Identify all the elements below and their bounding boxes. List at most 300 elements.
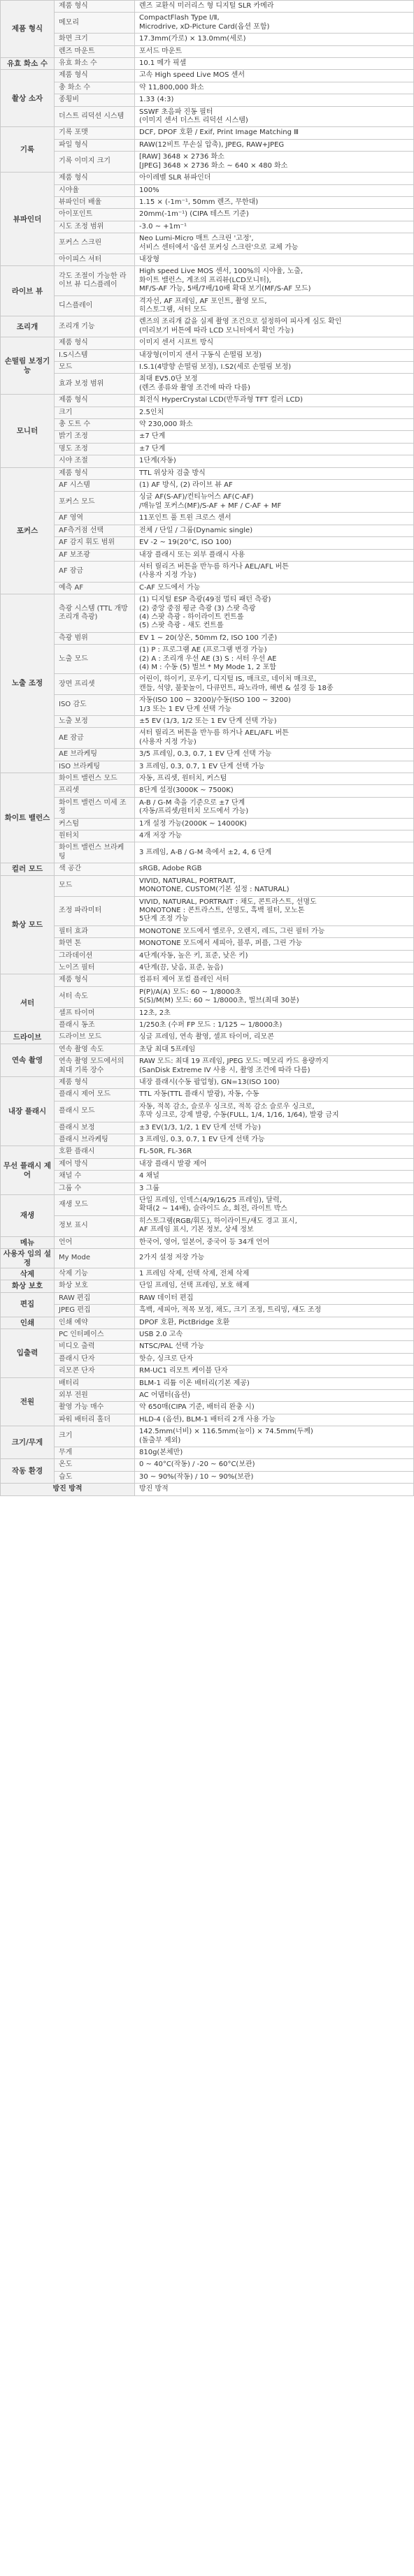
spec-value: 내장 플래시 발광 제어	[135, 1158, 414, 1170]
spec-label: AF 보조광	[55, 549, 135, 561]
spec-category: 포커스	[1, 467, 55, 594]
spec-label: 외부 전원	[55, 1389, 135, 1401]
spec-value: CompactFlash Type Ⅰ/Ⅱ, Microdrive, xD-Picture Card(옵션 포함)	[135, 13, 414, 34]
spec-row	[1, 561, 414, 582]
spec-row	[1, 233, 414, 254]
spec-label: 노이즈 필터	[55, 962, 135, 974]
spec-category: 뷰파인더	[1, 173, 55, 266]
spec-label: 커스텀	[55, 818, 135, 830]
footer-row	[1, 1484, 414, 1495]
spec-label: 측광 시스템 (TTL 개방 조리개 측광)	[55, 594, 135, 633]
spec-label: 노출 보정	[55, 716, 135, 728]
spec-label: 시도 조정 범위	[55, 221, 135, 233]
spec-value: P(P)/A(A) 모드: 60 ~ 1/8000초 S(S)/M(M) 모드: 60 ~ 1/8000초, 벌브(최대 30분)	[135, 986, 414, 1007]
spec-category: 유효 화소 수	[1, 58, 55, 70]
spec-label: 노출 모드	[55, 645, 135, 674]
spec-category: 입출력	[1, 1329, 55, 1377]
spec-value: 렌즈의 조리개 값을 실제 촬영 조건으로 설정하여 피사계 심도 확인 (미리보기 버튼에 따라 LCD 모니터에서 확인 가능)	[135, 316, 414, 337]
spec-label: 언어	[55, 1236, 135, 1248]
spec-row	[1, 1459, 414, 1471]
spec-value: EV -2 ~ 19(20°C, ISO 100)	[135, 537, 414, 549]
spec-label: 제품 형식	[55, 1, 135, 13]
spec-row	[1, 925, 414, 937]
spec-label: 총 화소 수	[55, 82, 135, 94]
spec-value: 포서드 마운트	[135, 45, 414, 57]
spec-label: AE 잠금	[55, 728, 135, 749]
spec-row	[1, 1249, 414, 1268]
spec-label: 셔터 속도	[55, 986, 135, 1007]
spec-row	[1, 337, 414, 349]
spec-row	[1, 1032, 414, 1044]
spec-label: 화면 톤	[55, 938, 135, 950]
spec-row	[1, 773, 414, 785]
spec-label: 정보 표시	[55, 1215, 135, 1236]
spec-category: 드라이브	[1, 1032, 55, 1044]
spec-label: 포커스 모드	[55, 492, 135, 513]
spec-row	[1, 1183, 414, 1194]
spec-row	[1, 974, 414, 986]
spec-row	[1, 986, 414, 1007]
spec-label: RAW 편집	[55, 1292, 135, 1304]
spec-row	[1, 785, 414, 797]
spec-label: AE 브라케팅	[55, 749, 135, 761]
spec-label: 플래시 제어 모드	[55, 1089, 135, 1101]
spec-value: 2.5인치	[135, 407, 414, 418]
spec-label: 시야율	[55, 184, 135, 196]
spec-row	[1, 632, 414, 644]
spec-label: 장면 프리셋	[55, 674, 135, 695]
spec-label: PC 인터페이스	[55, 1329, 135, 1340]
spec-category: 사용자 임의 설정	[1, 1249, 55, 1268]
spec-row	[1, 173, 414, 184]
spec-row	[1, 419, 414, 431]
spec-row	[1, 1317, 414, 1329]
spec-row	[1, 1292, 414, 1304]
spec-value: 히스토그램(RGB/휘도), 하이라이트/섀도 경고 표시, AF 프레임 표시, 기본 정보, 상세 정보	[135, 1215, 414, 1236]
spec-row	[1, 45, 414, 57]
spec-label: 제품 형식	[55, 173, 135, 184]
spec-label: 연속 촬영 속도	[55, 1044, 135, 1055]
spec-label: 더스트 리덕션 시스템	[55, 106, 135, 127]
spec-category: 작동 환경	[1, 1459, 55, 1484]
spec-value: USB 2.0 고속	[135, 1329, 414, 1340]
spec-label: JPEG 편집	[55, 1305, 135, 1317]
spec-row	[1, 1195, 414, 1216]
spec-row	[1, 209, 414, 221]
spec-category: 전원	[1, 1377, 55, 1426]
spec-row	[1, 1056, 414, 1077]
spec-value: 단일 프레임, 선택 프레임, 보호 해제	[135, 1280, 414, 1292]
spec-row	[1, 1089, 414, 1101]
spec-label: 예측 AF	[55, 582, 135, 594]
spec-row	[1, 94, 414, 106]
spec-value: (1) P : 프로그램 AE (프로그램 변경 가능) (2) A : 조리개 우선 AE (3) S : 셔터 우선 AE (4) M : 수동 (5) 벌브 * My Mode 1, 2 포함	[135, 645, 414, 674]
spec-label: 모드	[55, 875, 135, 896]
spec-label: 화이트 밸런스 브라케팅	[55, 842, 135, 863]
spec-category: 연속 촬영	[1, 1044, 55, 1076]
spec-category: 컬러 모드	[1, 863, 55, 875]
spec-value: (1) 디지털 ESP 측광(49점 멀티 패턴 측광) (2) 중앙 중점 평균 측광 (3) 스팟 측광 (4) 스팟 측광 - 하이라이트 컨트롤 (5) 스팟 측광 - 섀도 컨트롤	[135, 594, 414, 633]
spec-value: 1단계(자동)	[135, 455, 414, 467]
spec-value: 자동, 프리셋, 원터치, 커스텀	[135, 773, 414, 785]
spec-row	[1, 1077, 414, 1089]
spec-label: 셀프 타이머	[55, 1007, 135, 1019]
spec-value: (1) AF 방식, (2) 라이브 뷰 AF	[135, 480, 414, 492]
spec-label: 시야 조절	[55, 455, 135, 467]
spec-label: 리모콘 단자	[55, 1366, 135, 1377]
spec-label: 인쇄 예약	[55, 1317, 135, 1329]
spec-row	[1, 863, 414, 875]
spec-label: 드라이브 모드	[55, 1032, 135, 1044]
spec-value: [RAW] 3648 × 2736 화소 [JPEG] 3648 × 2736 화소 ~ 640 × 480 화소	[135, 152, 414, 173]
spec-value: 싱글 AF(S-AF)/컨티뉴어스 AF(C-AF) /매뉴얼 포커스(MF)/S-AF + MF / C-AF + MF	[135, 492, 414, 513]
spec-label: 기록 포맷	[55, 127, 135, 139]
spec-row	[1, 139, 414, 151]
spec-row	[1, 407, 414, 418]
spec-value: DPOF 호환, PictBridge 호환	[135, 1317, 414, 1329]
spec-value: 20mm(-1m⁻¹) (CIPA 테스트 기준)	[135, 209, 414, 221]
spec-label: 화면 크기	[55, 34, 135, 45]
spec-label: 메모리	[55, 13, 135, 34]
spec-row	[1, 480, 414, 492]
spec-value: 초당 최대 5프레임	[135, 1044, 414, 1055]
spec-value: 내장형	[135, 254, 414, 265]
spec-value: sRGB, Adobe RGB	[135, 863, 414, 875]
spec-label: 제품 형식	[55, 395, 135, 407]
spec-category: 무선 플래시 제어	[1, 1146, 55, 1195]
spec-row	[1, 184, 414, 196]
spec-category: 인쇄	[1, 1317, 55, 1329]
spec-row	[1, 1171, 414, 1183]
spec-row	[1, 316, 414, 337]
spec-value: 1.33 (4:3)	[135, 94, 414, 106]
spec-value: 142.5mm(너비) × 116.5mm(높이) × 74.5mm(두께) (돌출부 제외)	[135, 1426, 414, 1447]
spec-row	[1, 1389, 414, 1401]
spec-value: 전체 / 단일 / 그룹(Dynamic single)	[135, 525, 414, 536]
spec-category: 조리개	[1, 316, 55, 337]
spec-value: 1 프레임 삭제, 선택 삭제, 전체 삭제	[135, 1268, 414, 1280]
spec-value: RAW 모드: 최대 19 프레임, JPEG 모드: 메모리 카드 용량까지 (SanDisk Extreme IV 사용 시, 촬영 조건에 따라 다름)	[135, 1056, 414, 1077]
spec-category: 내장 플래시	[1, 1077, 55, 1146]
spec-label: 크기	[55, 1426, 135, 1447]
spec-row	[1, 695, 414, 716]
spec-value: FL-50R, FL-36R	[135, 1146, 414, 1158]
spec-category: 노출 조정	[1, 594, 55, 773]
spec-value: RAW(12비트 무손실 압축), JPEG, RAW+JPEG	[135, 139, 414, 151]
spec-label: 제품 형식	[55, 70, 135, 82]
spec-row	[1, 1377, 414, 1389]
spec-label: 디스플레이	[55, 295, 135, 316]
spec-row	[1, 266, 414, 295]
spec-row	[1, 13, 414, 34]
spec-category: 재생	[1, 1195, 55, 1237]
spec-label: 모드	[55, 362, 135, 374]
spec-value: 0 ~ 40°C(작동) / -20 ~ 60°C(보관)	[135, 1459, 414, 1471]
spec-value: VIVID, NATURAL, PORTRAIT, MONOTONE, CUSTOM(기본 설정 : NATURAL)	[135, 875, 414, 896]
spec-value: 8단계 설정(3000K ~ 7500K)	[135, 785, 414, 797]
spec-row	[1, 525, 414, 536]
spec-row	[1, 1146, 414, 1158]
spec-row	[1, 196, 414, 208]
spec-value: ±3 EV(1/3, 1/2, 1 EV 단계 선택 가능)	[135, 1122, 414, 1134]
spec-row	[1, 1305, 414, 1317]
spec-row	[1, 443, 414, 455]
spec-label: 조리개 기능	[55, 316, 135, 337]
spec-label: 그라데이션	[55, 950, 135, 962]
spec-value: 4단계(자동, 높은 키, 표준, 낮은 키)	[135, 950, 414, 962]
spec-value: 3 그룹	[135, 1183, 414, 1194]
spec-row	[1, 1122, 414, 1134]
spec-label: AF 감지 휘도 범위	[55, 537, 135, 549]
spec-value: TTL 위상차 검출 방식	[135, 467, 414, 479]
spec-label: 화이트 밸런스 미세 조정	[55, 797, 135, 818]
spec-value: RM-UC1 리모트 케이블 단자	[135, 1366, 414, 1377]
spec-category: 편집	[1, 1292, 55, 1317]
spec-row	[1, 1236, 414, 1248]
spec-value: AC 어댑터(옵션)	[135, 1389, 414, 1401]
spec-row	[1, 1353, 414, 1365]
spec-category: 제품 형식	[1, 1, 55, 58]
spec-value: RAW 데이터 편집	[135, 1292, 414, 1304]
spec-value: 1/250초 (수퍼 FP 모드 : 1/125 ~ 1/8000초)	[135, 1019, 414, 1031]
spec-label: 무게	[55, 1447, 135, 1459]
spec-label: 색 공간	[55, 863, 135, 875]
spec-row	[1, 582, 414, 594]
spec-row	[1, 127, 414, 139]
spec-label: 제어 방식	[55, 1158, 135, 1170]
spec-label: 조정 파라미터	[55, 896, 135, 925]
spec-value: 내장 플래시(수동 팝업형), GN=13(ISO 100)	[135, 1077, 414, 1089]
spec-value: 4 채널	[135, 1171, 414, 1183]
spec-row	[1, 716, 414, 728]
spec-row	[1, 362, 414, 374]
spec-category: 셔터	[1, 974, 55, 1032]
spec-category: 손떨림 보정기능	[1, 337, 55, 395]
spec-label: 크기	[55, 407, 135, 418]
spec-value: 아이레벨 SLR 뷰파인더	[135, 173, 414, 184]
spec-category: 화상 보호	[1, 1280, 55, 1292]
spec-row	[1, 58, 414, 70]
spec-label: 화상 보호	[55, 1280, 135, 1292]
spec-value: 12초, 2초	[135, 1007, 414, 1019]
spec-value: 셔터 릴리즈 버튼을 반누름 하거나 AEL/AFL 버튼 (사용자 지정 가능)	[135, 561, 414, 582]
spec-row	[1, 875, 414, 896]
spec-value: 흑백, 세피아, 적목 보정, 채도, 크기 조정, 트리밍, 섀도 조정	[135, 1305, 414, 1317]
spec-value: 셔터 릴리즈 버튼을 반누름 하거나 AEL/AFL 버튼 (사용자 지정 가능)	[135, 728, 414, 749]
spec-label: 프리셋	[55, 785, 135, 797]
spec-label: 렌즈 마운트	[55, 45, 135, 57]
spec-value: BLM-1 리튬 이온 배터리(기본 제공)	[135, 1377, 414, 1389]
spec-label: AF 시스템	[55, 480, 135, 492]
spec-row	[1, 455, 414, 467]
spec-value: ±5 EV (1/3, 1/2 또는 1 EV 단계 선택 가능)	[135, 716, 414, 728]
spec-row	[1, 549, 414, 561]
spec-value: HLD-4 (옵션), BLM-1 배터리 2개 사용 가능	[135, 1414, 414, 1426]
spec-value: 어린이, 하이키, 로우키, 디지털 IS, 매크로, 네이처 매크로, 캔들, 석양, 불꽃놀이, 다큐먼트, 파노라마, 해변 & 설경 등 18종	[135, 674, 414, 695]
spec-value: 격자선, AF 프레임, AF 포인트, 촬영 모드, 히스토그램, 셔터 모드	[135, 295, 414, 316]
spec-value: ±7 단계	[135, 431, 414, 443]
spec-row	[1, 395, 414, 407]
spec-value: 3/5 프레임, 0.3, 0.7, 1 EV 단계 선택 가능	[135, 749, 414, 761]
spec-category: 메뉴	[1, 1236, 55, 1248]
spec-category: 라이브 뷰	[1, 266, 55, 316]
spec-row	[1, 830, 414, 842]
spec-row	[1, 492, 414, 513]
spec-label: 아이피스 셔터	[55, 254, 135, 265]
spec-value: 내장 플래시 또는 외부 플래시 사용	[135, 549, 414, 561]
spec-label: 온도	[55, 1459, 135, 1471]
spec-table-footer	[1, 1484, 414, 1495]
spec-label: 제품 형식	[55, 974, 135, 986]
spec-value: 100%	[135, 184, 414, 196]
spec-row	[1, 1280, 414, 1292]
spec-value: 내장형(이미지 센서 구동식 손떨림 보정)	[135, 349, 414, 361]
spec-row	[1, 254, 414, 265]
spec-label: 각도 조절이 가능한 라이브 뷰 디스플레이	[55, 266, 135, 295]
spec-value: ±7 단계	[135, 443, 414, 455]
spec-label: 플래시 모드	[55, 1101, 135, 1122]
spec-category: 모니터	[1, 395, 55, 467]
spec-label: 명도 조정	[55, 443, 135, 455]
spec-label: 제품 형식	[55, 467, 135, 479]
spec-value: DCF, DPOF 호환 / Exif, Print Image Matching Ⅲ	[135, 127, 414, 139]
spec-value: 약 650매(CIPA 기준, 배터리 완충 시)	[135, 1402, 414, 1414]
spec-label: 플래시 보정	[55, 1122, 135, 1134]
spec-row	[1, 152, 414, 173]
spec-value: 단일 프레임, 인덱스(4/9/16/25 프레임), 달력, 확대(2 ~ 14배), 슬라이드 쇼, 회전, 라이트 박스	[135, 1195, 414, 1216]
spec-row	[1, 1366, 414, 1377]
spec-value: 810g(본체만)	[135, 1447, 414, 1459]
spec-row	[1, 513, 414, 525]
spec-value: Neo Lumi-Micro 매트 스크린 '고정', 서비스 센터에서 '옵션 포커싱 스크린'으로 교체 가능	[135, 233, 414, 254]
spec-label: 재생 모드	[55, 1195, 135, 1216]
spec-value: 핫슈, 싱크로 단자	[135, 1353, 414, 1365]
spec-row	[1, 842, 414, 863]
spec-label: 기록 이미지 크기	[55, 152, 135, 173]
spec-value: 3 프레임, A-B / G-M 축에서 ±2, 4, 6 단계	[135, 842, 414, 863]
spec-row	[1, 1134, 414, 1146]
spec-row	[1, 1414, 414, 1426]
spec-label: 포커스 스크린	[55, 233, 135, 254]
spec-row	[1, 1471, 414, 1483]
spec-label: 플래시 단자	[55, 1353, 135, 1365]
spec-value: 고속 High speed Live MOS 센서	[135, 70, 414, 82]
spec-label: 배터리	[55, 1377, 135, 1389]
spec-value: 약 230,000 화소	[135, 419, 414, 431]
spec-value: 1.15 × (-1m⁻¹, 50mm 렌즈, 무한대)	[135, 196, 414, 208]
spec-value: VIVID, NATURAL, PORTRAIT : 채도, 콘트라스트, 선명도 MONOTONE : 콘트라스트, 선명도, 흑백 필터, 모노톤 5단계 조정 가능	[135, 896, 414, 925]
spec-row	[1, 1044, 414, 1055]
spec-value: High speed Live MOS 센서, 100%의 시야율, 노출, 화이트 밸런스, 계조의 프리뷰(LCD모니터), MF/S-AF 가능, 5배/7배/10배 확대 보기(MF/S-AF 모드)	[135, 266, 414, 295]
spec-label: 제품 형식	[55, 1077, 135, 1089]
spec-value: 자동(ISO 100 ~ 3200)/수동(ISO 100 ~ 3200) 1/3 또는 1 EV 단계 선택 가능	[135, 695, 414, 716]
spec-value: 10.1 메가 픽셀	[135, 58, 414, 70]
spec-label: ISO 브라케팅	[55, 761, 135, 773]
spec-label: 유효 화소 수	[55, 58, 135, 70]
spec-value: C-AF 모드에서 가능	[135, 582, 414, 594]
spec-row	[1, 1101, 414, 1122]
spec-row	[1, 34, 414, 45]
spec-label: 그룹 수	[55, 1183, 135, 1194]
spec-label: I.S시스템	[55, 349, 135, 361]
spec-value: 1개 설정 가능(2000K ~ 14000K)	[135, 818, 414, 830]
spec-label: 습도	[55, 1471, 135, 1483]
spec-value: MONOTONE 모드에서 옐로우, 오렌지, 레드, 그린 필터 가능	[135, 925, 414, 937]
spec-category: 화상 모드	[1, 875, 55, 974]
spec-row	[1, 106, 414, 127]
spec-label: 플래시 브라케팅	[55, 1134, 135, 1146]
spec-value: 30 ~ 90%(작동) / 10 ~ 90%(보관)	[135, 1471, 414, 1483]
spec-row	[1, 728, 414, 749]
spec-label: 밝기 조정	[55, 431, 135, 443]
spec-row	[1, 1, 414, 13]
spec-value: 컴퓨터 제어 포컬 플레인 셔터	[135, 974, 414, 986]
spec-label: AF 영역	[55, 513, 135, 525]
spec-value: 렌즈 교환식 미러리스 형 디지털 SLR 카메라	[135, 1, 414, 13]
spec-label: 호환 플래시	[55, 1146, 135, 1158]
spec-row	[1, 896, 414, 925]
spec-label: 연속 촬영 모드에서의 최대 기록 장수	[55, 1056, 135, 1077]
spec-value: 17.3mm(가로) × 13.0mm(세로)	[135, 34, 414, 45]
spec-category: 삭제	[1, 1268, 55, 1280]
footer-label: 방진 방적	[1, 1484, 135, 1495]
spec-row	[1, 1158, 414, 1170]
spec-label: 파워 배터리 홀더	[55, 1414, 135, 1426]
spec-row	[1, 962, 414, 974]
spec-label: 삭제 기능	[55, 1268, 135, 1280]
spec-row	[1, 295, 414, 316]
spec-label: 촬영 가능 매수	[55, 1402, 135, 1414]
spec-label: 효과 보정 범위	[55, 374, 135, 395]
spec-value: 회전식 HyperCrystal LCD(반투과형 TFT 컬러 LCD)	[135, 395, 414, 407]
spec-value: 2가지 설정 저장 가능	[135, 1249, 414, 1268]
spec-row	[1, 70, 414, 82]
spec-row	[1, 1019, 414, 1031]
footer-value: 방진 방적	[135, 1484, 414, 1495]
spec-row	[1, 1007, 414, 1019]
spec-value: 이미지 센서 시프트 방식	[135, 337, 414, 349]
spec-row	[1, 82, 414, 94]
spec-label: AF측거점 선택	[55, 525, 135, 536]
spec-table-body	[1, 1, 414, 1484]
spec-label: AF 잠금	[55, 561, 135, 582]
spec-row	[1, 950, 414, 962]
spec-value: NTSC/PAL 선택 가능	[135, 1341, 414, 1353]
spec-row	[1, 1447, 414, 1459]
spec-category: 기록	[1, 127, 55, 173]
spec-value: -3.0 ~ +1m⁻¹	[135, 221, 414, 233]
spec-row	[1, 431, 414, 443]
spec-value: I.S.1(4방향 손떨림 보정), I.S2(세로 손떨림 보정)	[135, 362, 414, 374]
spec-value: EV 1 ~ 20(상온, 50mm f2, ISO 100 기준)	[135, 632, 414, 644]
spec-row	[1, 374, 414, 395]
spec-value: 4개 저장 가능	[135, 830, 414, 842]
spec-row	[1, 674, 414, 695]
spec-label: 총 도트 수	[55, 419, 135, 431]
spec-row	[1, 818, 414, 830]
spec-label: 화이트 밸런스 모드	[55, 773, 135, 785]
spec-value: 싱글 프레임, 연속 촬영, 셀프 타이머, 리모콘	[135, 1032, 414, 1044]
spec-row	[1, 1268, 414, 1280]
spec-row	[1, 761, 414, 773]
spec-label: ISO 감도	[55, 695, 135, 716]
spec-value: 자동, 적목 감소, 슬로우 싱크로, 적목 감소 슬로우 싱크로, 후막 싱크로, 강제 발광, 수동(FULL, 1/4, 1/16, 1/64), 발광 금지	[135, 1101, 414, 1122]
spec-row	[1, 938, 414, 950]
spec-row	[1, 537, 414, 549]
spec-row	[1, 1329, 414, 1340]
spec-row	[1, 467, 414, 479]
spec-row	[1, 221, 414, 233]
